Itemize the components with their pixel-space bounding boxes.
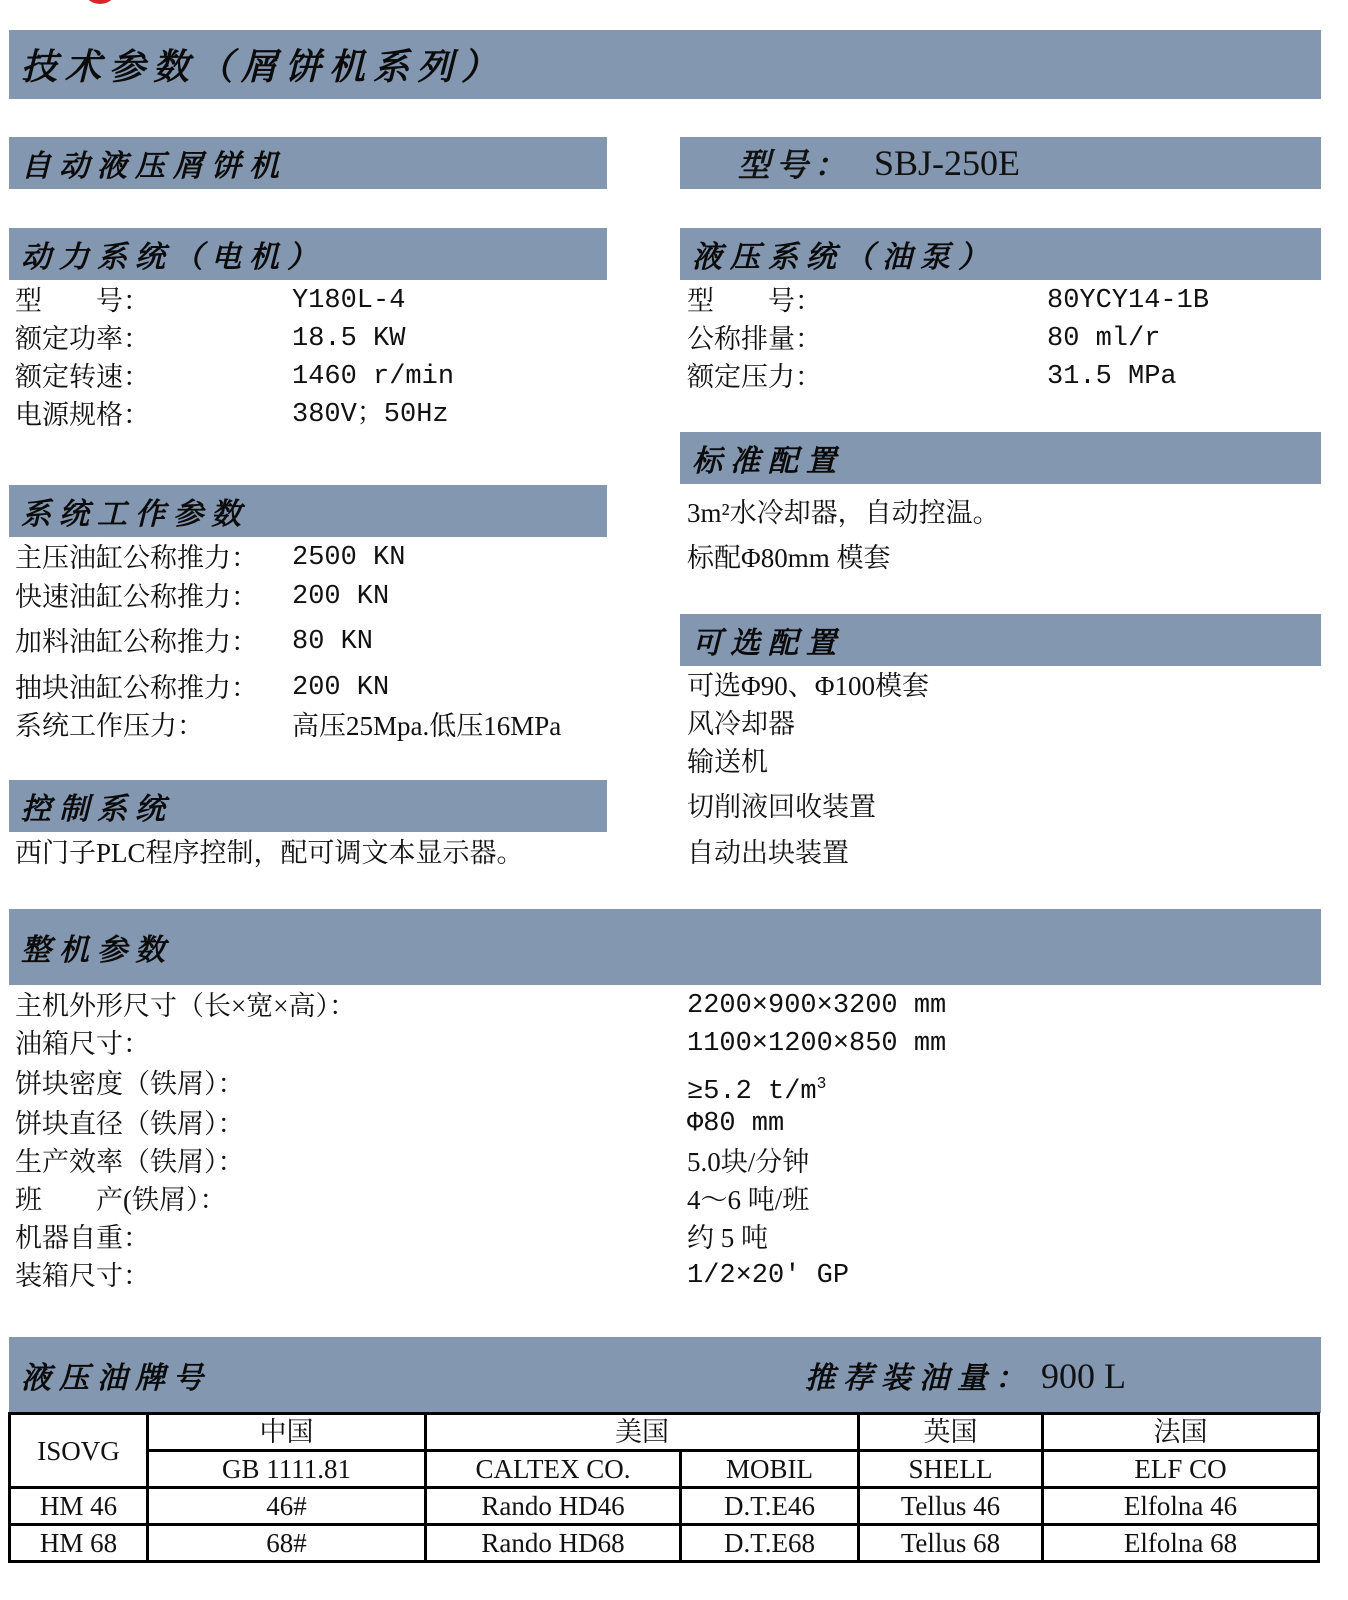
table-cell: Elfolna 68 [1043,1525,1319,1562]
country-cell: 中国 [148,1414,426,1451]
work-params-title: 系统工作参数 [21,497,249,532]
power-system-header [9,228,607,280]
page-title: 技术参数（屑饼机系列） [21,46,506,88]
row-label: 油箱尺寸： [15,1029,150,1059]
optional-config-item: 可选Φ90、Φ100模套 [687,671,929,701]
table-cell: HM 46 [10,1488,148,1525]
oil-volume [805,1353,1126,1397]
row-value: 约 5 吨 [687,1223,768,1253]
table-row [10,1488,1319,1525]
product-name: 自动液压屑饼机 [21,149,287,184]
density-superscript: 3 [816,1075,827,1093]
row-label: 饼块密度（铁屑）： [15,1069,245,1099]
row-label: 快速油缸公称推力： [15,582,258,612]
row-label: 装箱尺寸： [15,1261,150,1291]
row-value: 5.0块/分钟 [687,1147,810,1177]
row-label: 系统工作压力： [15,711,204,741]
table-cell: 46# [148,1488,426,1525]
brand-cell: ELF CO [1043,1451,1319,1488]
standard-config-header [680,432,1321,484]
table-cell: Rando HD68 [426,1525,681,1562]
row-value: 18.5 KW [292,324,406,354]
standard-config-title: 标准配置 [692,444,844,479]
row-label: 主压油缸公称推力： [15,543,258,573]
brand-cell: MOBIL [681,1451,859,1488]
row-value: 31.5 MPa [1047,362,1177,392]
model-value: SBJ-250E [874,143,1021,183]
brand-cell: CALTEX CO. [426,1451,681,1488]
optional-config-item: 自动出块装置 [687,838,849,868]
table-cell: Tellus 46 [859,1488,1043,1525]
row-label: 型 号： [687,286,822,316]
standard-config-item: 标配Φ80mm 模套 [687,543,891,573]
density-value: ≥5.2 t/m [687,1077,817,1107]
page-title-bar [9,30,1321,99]
row-label: 电源规格： [15,400,150,430]
table-row [10,1525,1319,1562]
optional-config-item: 输送机 [687,747,768,777]
row-label: 额定转速： [15,362,150,392]
oil-brand-table [8,1412,1320,1563]
row-value: 80 KN [292,627,374,657]
table-cell: Rando HD46 [426,1488,681,1525]
optional-config-title: 可选配置 [692,626,844,661]
row-label: 饼块直径（铁屑）： [15,1109,245,1139]
table-cell: HM 68 [10,1525,148,1562]
row-value: Φ80 mm [687,1109,785,1139]
machine-params-header [9,909,1321,985]
row-label: 加料油缸公称推力： [15,627,258,657]
product-name-bar [9,137,607,189]
work-params-header [9,485,607,537]
row-label: 型 号： [15,286,150,316]
row-value: 1100×1200×850 mm [687,1029,947,1059]
logo-icon [82,0,118,4]
corner-cell: ISOVG [10,1414,148,1488]
table-cell: D.T.E46 [681,1488,859,1525]
oil-header [9,1337,1321,1413]
model-bar [680,137,1321,189]
table-cell: 68# [148,1525,426,1562]
table-cell: Elfolna 46 [1043,1488,1319,1525]
control-system-text: 西门子PLC程序控制，配可调文本显示器。 [15,838,524,868]
row-value: 80YCY14-1B [1047,286,1210,316]
model-label: 型号： [738,146,853,184]
row-label: 抽块油缸公称推力： [15,673,258,703]
row-value: 2500 KN [292,543,406,573]
table-cell: D.T.E68 [681,1525,859,1562]
row-value: 200 KN [292,582,390,612]
country-cell: 英国 [859,1414,1043,1451]
row-value: 2200×900×3200 mm [687,991,947,1021]
row-label: 额定压力： [687,362,822,392]
hydraulic-system-header [680,228,1321,280]
row-label: 额定功率： [15,324,150,354]
control-system-header [9,780,607,832]
row-label: 公称排量： [687,324,822,354]
row-label: 机器自重： [15,1223,150,1253]
brand-cell: GB 1111.81 [148,1451,426,1488]
standard-config-item: 3m²水冷却器，自动控温。 [687,498,1000,528]
optional-config-item: 切削液回收装置 [687,792,876,822]
oil-volume-value: 900 L [1041,1356,1126,1396]
table-cell: Tellus 68 [859,1525,1043,1562]
row-value: 1460 r/min [292,362,455,392]
row-value: 200 KN [292,673,390,703]
table-header-row [10,1451,1319,1488]
oil-volume-label: 推荐装油量： [805,1361,1033,1396]
row-value: 80 ml/r [1047,324,1161,354]
row-value: Y180L-4 [292,286,406,316]
brand-cell: SHELL [859,1451,1043,1488]
row-value: 380V；50Hz [292,400,449,430]
control-system-title: 控制系统 [21,792,173,827]
oil-title: 液压油牌号 [21,1361,211,1396]
country-cell: 法国 [1043,1414,1319,1451]
optional-config-item: 风冷却器 [687,709,795,739]
country-cell: 美国 [426,1414,859,1451]
row-label: 生产效率（铁屑）： [15,1147,245,1177]
row-label: 主机外形尺寸（长×宽×高）： [15,991,356,1021]
machine-params-title: 整机参数 [21,933,173,968]
row-value: 高压25Mpa.低压16MPa [292,711,562,741]
optional-config-header [680,614,1321,666]
row-value: 4～6 吨/班 [687,1185,810,1215]
row-value: 1/2×20′ GP [687,1261,850,1291]
row-label: 班 产(铁屑）： [15,1185,227,1215]
table-header-row [10,1414,1319,1451]
hydraulic-system-title: 液压系统（油泵） [692,240,996,275]
power-system-title: 动力系统（电机） [21,240,325,275]
